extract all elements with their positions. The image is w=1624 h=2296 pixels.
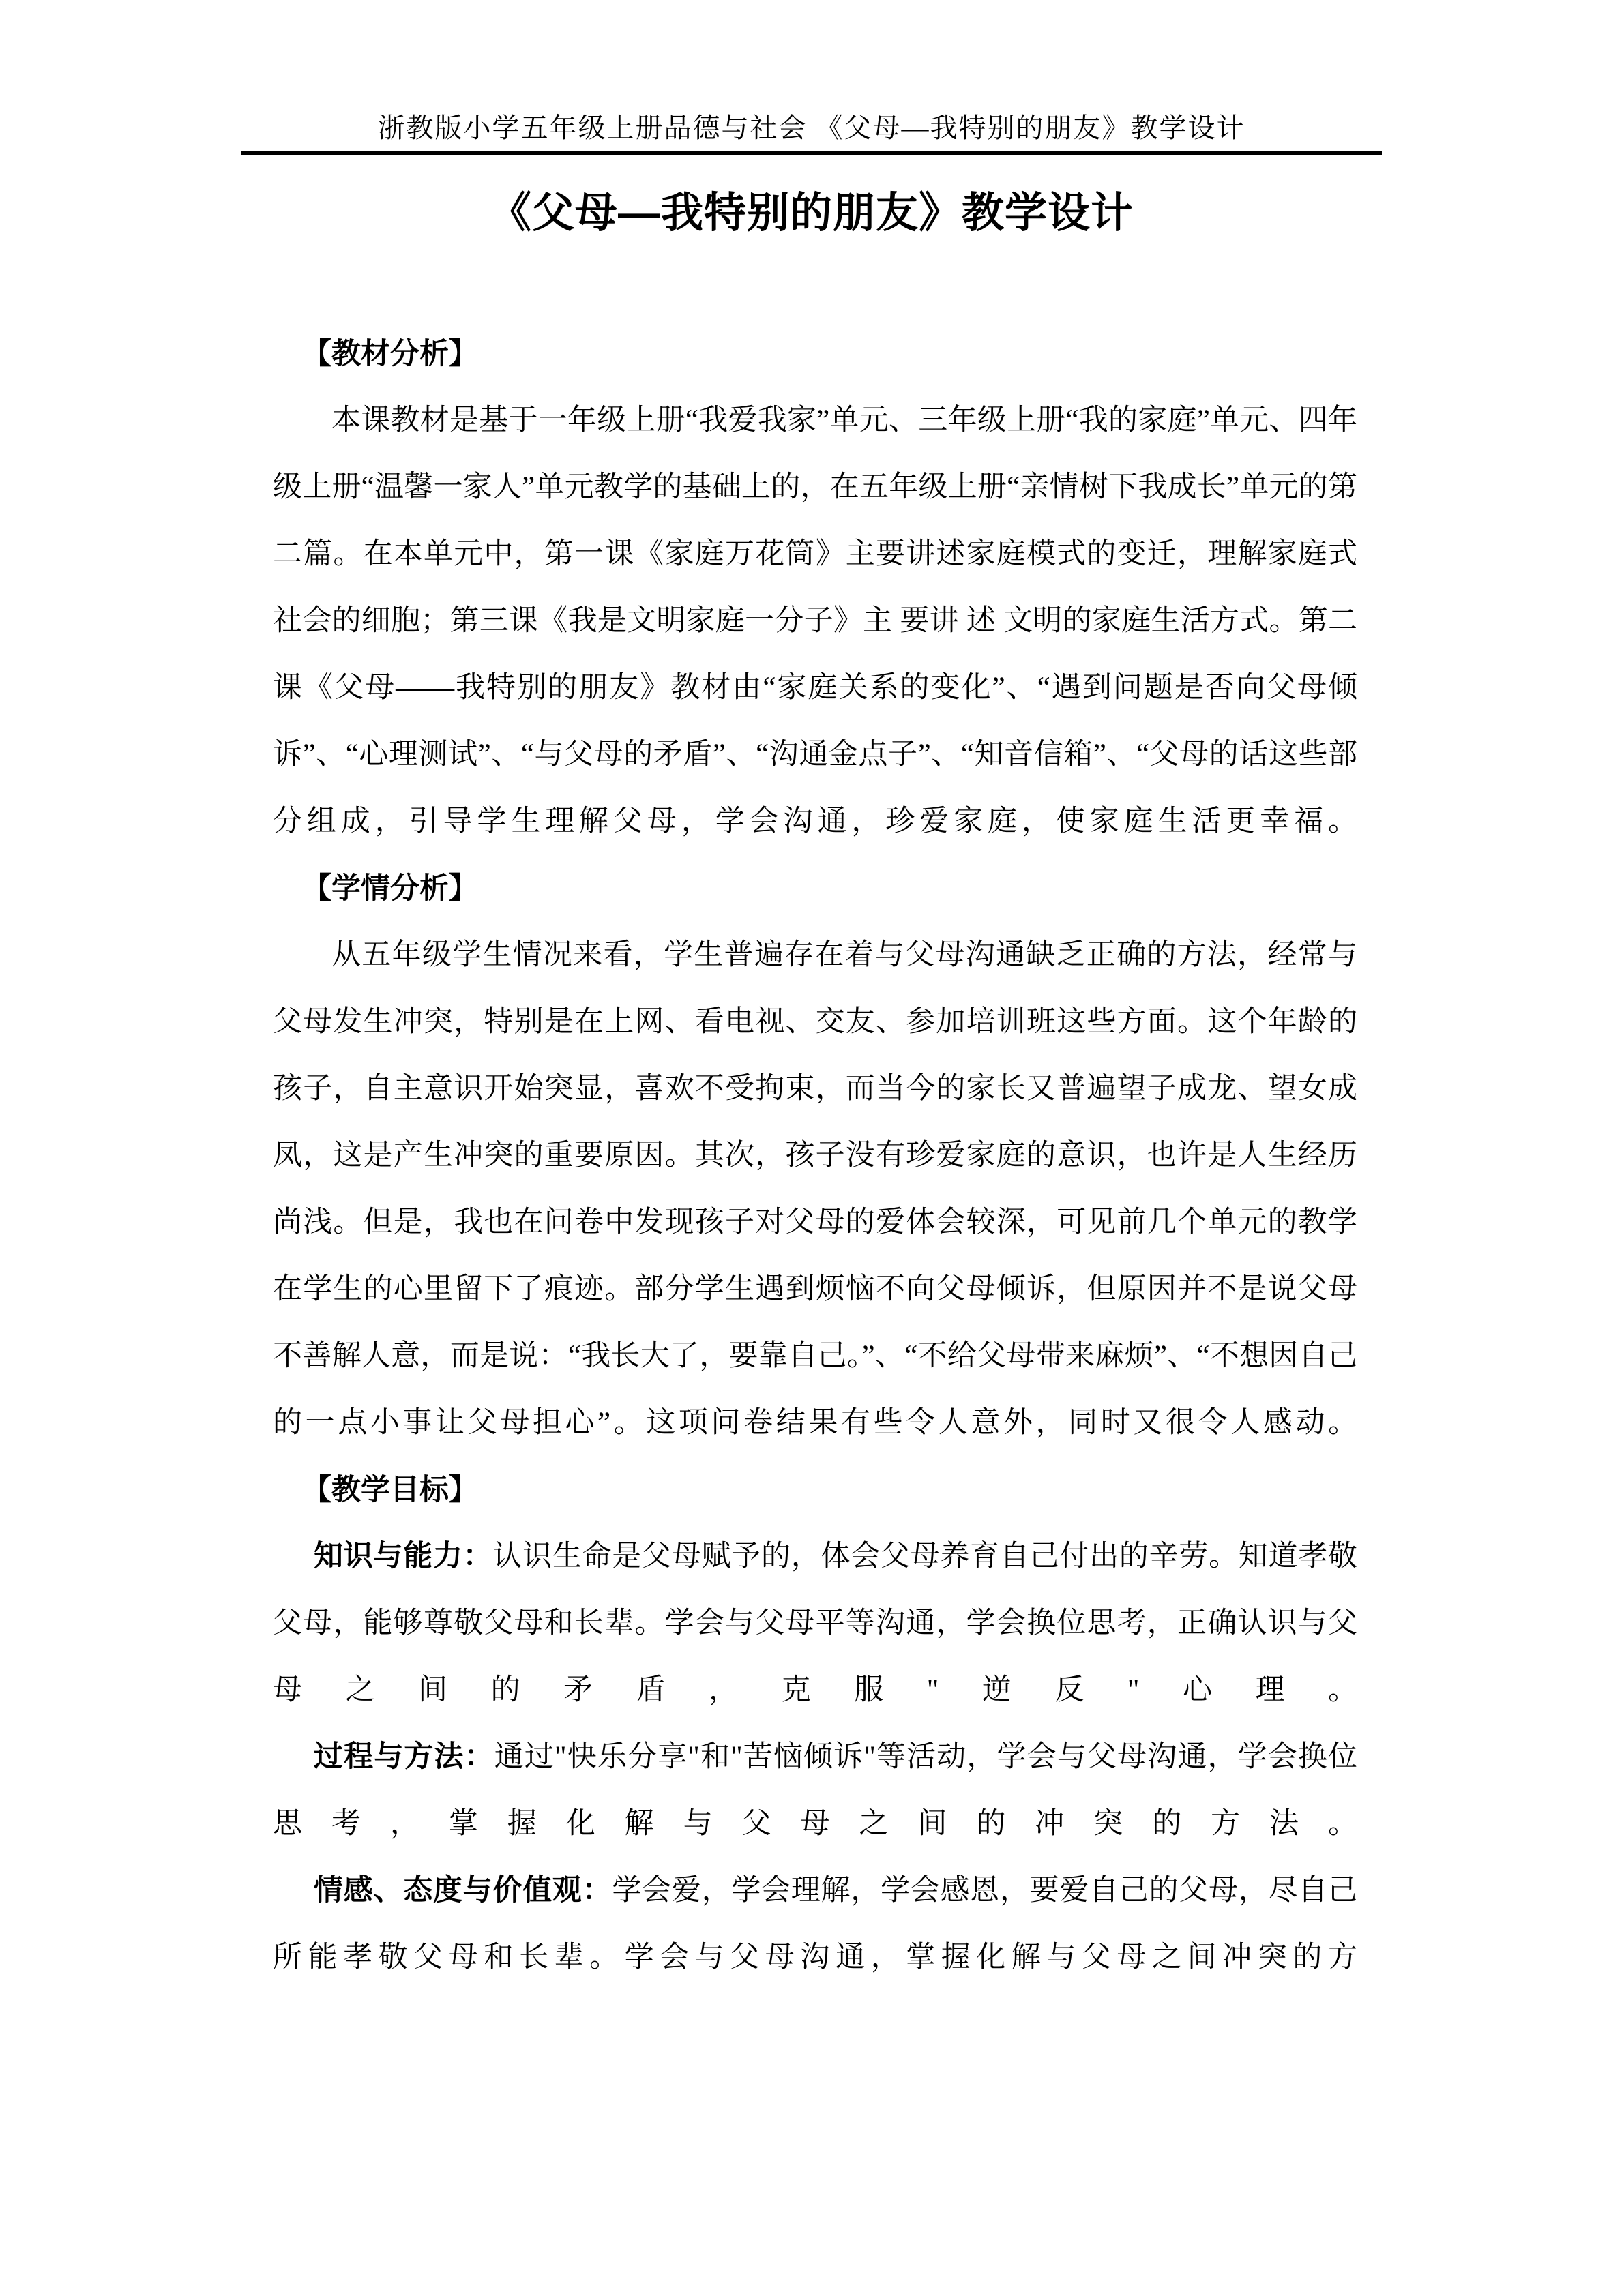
paragraph-knowledge-and-ability	[273, 1523, 1357, 1724]
label-knowledge-and-ability: 知识与能力：	[314, 1540, 493, 1572]
document-body	[273, 320, 1357, 1991]
paragraph-teaching-material-analysis: 本课教材是基于一年级上册“我爱我家”单元、三年级上册“我的家庭”单元、四年级上册“温馨一家人”单元教学的基础上的，在五年级上册“亲情树下我成长”单元的第二篇。在本单元中，第一课《家庭万花筒》主要讲述家庭模式的变迁，理解家庭式社会的细胞；第三课《我是文明家庭一分子》主 要讲 述 文明的家庭生活方式。第二课《父母——我特别的朋友》教材由“家庭关系的变化”、“遇到问题是否向父母倾诉”、“心理测试”、“与父母的矛盾”、“沟通金点子”、“知音信箱”、“父母的话这些部分组成，引导学生理解父母，学会沟通，珍爱家庭，使家庭生活更幸福。	[273, 404, 1357, 837]
paragraph-process-and-method	[273, 1724, 1357, 1858]
section-heading-student-situation-analysis: 【学情分析】	[302, 872, 478, 905]
section-heading-teaching-objectives: 【教学目标】	[302, 1474, 478, 1506]
text-process-and-method: 通过"快乐分享"和"苦恼倾诉"等活动，学会与父母沟通，学会换位思考，掌握化解与父母之间的冲突的方法。	[273, 1741, 1357, 1840]
section-heading-teaching-material-analysis: 【教材分析】	[302, 338, 478, 370]
paragraph-student-situation-analysis: 从五年级学生情况来看，学生普遍存在着与父母沟通缺乏正确的方法，经常与父母发生冲突，特别是在上网、看电视、交友、参加培训班这些方面。这个年龄的孩子，自主意识开始突显，喜欢不受拘束，而当今的家长又普遍望子成龙、望女成凤，这是产生冲突的重要原因。其次，孩子没有珍爱家庭的意识，也许是人生经历尚浅。但是，我也在问卷中发现孩子对父母的爱体会较深，可见前几个单元的教学在学生的心里留下了痕迹。部分学生遇到烦恼不向父母倾诉，但原因并不是说父母不善解人意，而是说：“我长大了，要靠自己。”、“不给父母带来麻烦”、“不想因自己的一点小事让父母担心”。这项问卷结果有些令人意外，同时又很令人感动。	[273, 939, 1357, 1439]
running-title: 浙教版小学五年级上册品德与社会 《父母—我特别的朋友》教学设计	[377, 113, 1245, 143]
paragraph-emotion-attitude-values	[273, 1858, 1357, 1991]
label-process-and-method: 过程与方法：	[314, 1741, 494, 1773]
page-header	[241, 109, 1382, 155]
header-rule	[241, 151, 1382, 155]
page-title: 《父母—我特别的朋友》教学设计	[488, 190, 1134, 237]
text-emotion-attitude-values: 学会爱，学会理解，学会感恩，要爱自己的父母，尽自己所能孝敬父母和长辈。学会与父母沟通，掌握化解与父母之间冲突的方	[273, 1875, 1358, 1973]
text-knowledge-and-ability: 认识生命是父母赋予的，体会父母养育自己付出的辛劳。知道孝敬父母，能够尊敬父母和长辈。学会与父母平等沟通，学会换位思考，正确认识与父母之间的矛盾，克服"逆反"心理。	[273, 1540, 1358, 1706]
label-emotion-attitude-values: 情感、态度与价值观：	[314, 1875, 612, 1907]
